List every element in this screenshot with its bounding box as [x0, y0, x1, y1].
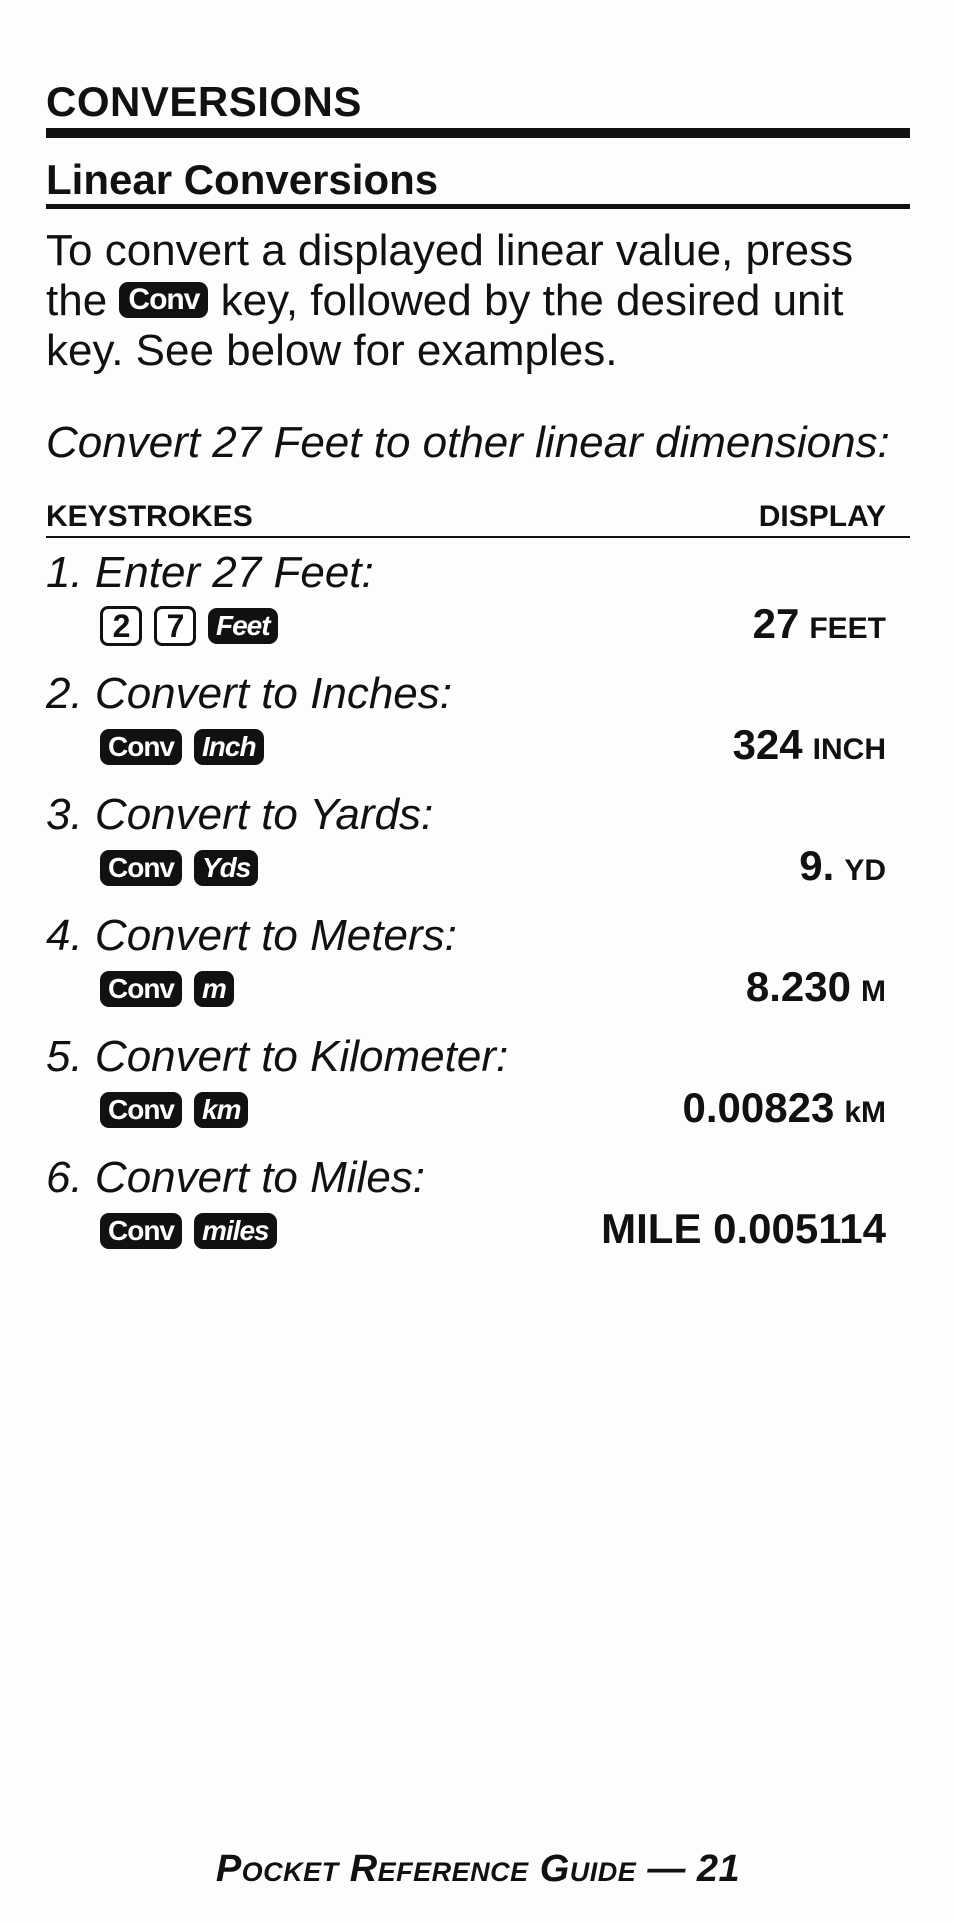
keystrokes-column-header: KEYSTROKES — [46, 500, 253, 533]
conv-key-icon: Conv — [100, 729, 182, 765]
step-keys — [100, 1088, 260, 1132]
conv-key-icon: Conv — [119, 282, 208, 318]
conv-key-icon: Conv — [100, 971, 182, 1007]
digit-2-key-icon: 2 — [100, 606, 142, 646]
display-value: 9. — [799, 842, 835, 889]
display-unit: INCH — [812, 733, 886, 766]
conv-key-icon: Conv — [100, 1092, 182, 1128]
step-label: 2. Convert to Inches: — [46, 669, 452, 718]
step-display — [799, 842, 886, 890]
yards-key-icon: Yds — [194, 850, 258, 886]
intro-line-2 — [46, 276, 910, 326]
example-title: Convert 27 Feet to other linear dimensions: — [46, 418, 890, 467]
meters-key-icon: m — [194, 971, 234, 1007]
step-label: 5. Convert to Kilometer: — [46, 1032, 509, 1081]
step-display — [753, 600, 886, 648]
subheading-rule — [46, 204, 910, 209]
heading-rule — [46, 128, 910, 138]
manual-page — [46, 0, 910, 1924]
step-label: 3. Convert to Yards: — [46, 790, 434, 839]
display-unit: kM — [844, 1096, 886, 1129]
page-footer: Pocket Reference Guide — 21 — [215, 1848, 741, 1890]
step-label: 6. Convert to Miles: — [46, 1153, 426, 1202]
step-label: 1. Enter 27 Feet: — [46, 548, 374, 597]
step-keys — [100, 725, 276, 769]
step-display — [601, 1205, 886, 1253]
step-display — [746, 963, 886, 1011]
step-1 — [46, 548, 910, 668]
step-keys — [100, 967, 246, 1011]
step-5 — [46, 1032, 910, 1152]
step-keys — [100, 1209, 289, 1253]
display-value: 27 — [752, 600, 800, 647]
step-label: 4. Convert to Meters: — [46, 911, 457, 960]
step-display — [733, 721, 886, 769]
intro-line-3: key. See below for examples. — [46, 326, 618, 375]
conv-key-icon: Conv — [100, 850, 182, 886]
step-2 — [46, 669, 910, 789]
display-unit: M — [861, 975, 886, 1008]
intro-paragraph — [46, 226, 910, 376]
intro-line-2-post: key, followed by the desired unit — [220, 276, 844, 325]
step-4 — [46, 911, 910, 1031]
section-heading: CONVERSIONS — [46, 78, 362, 125]
step-display — [682, 1084, 886, 1132]
display-unit: YD — [844, 854, 886, 887]
display-value: MILE 0.005114 — [601, 1205, 886, 1252]
step-keys — [100, 846, 270, 890]
step-keys — [100, 604, 290, 648]
step-3 — [46, 790, 910, 910]
display-value: 0.00823 — [682, 1084, 835, 1131]
kilometer-key-icon: km — [194, 1092, 248, 1128]
feet-key-icon: Feet — [208, 608, 278, 644]
display-column-header: DISPLAY — [758, 500, 886, 533]
display-unit: FEET — [809, 612, 886, 645]
inch-key-icon: Inch — [194, 729, 264, 765]
digit-7-key-icon: 7 — [154, 606, 196, 646]
miles-key-icon: miles — [194, 1213, 277, 1249]
intro-line-1: To convert a displayed linear value, press — [46, 226, 854, 275]
display-value: 324 — [732, 721, 803, 768]
display-value: 8.230 — [745, 963, 851, 1010]
conv-key-icon: Conv — [100, 1213, 182, 1249]
subsection-heading: Linear Conversions — [46, 156, 439, 203]
step-6 — [46, 1153, 910, 1273]
column-header-rule — [46, 536, 910, 538]
intro-line-2-pre: the — [46, 276, 108, 325]
